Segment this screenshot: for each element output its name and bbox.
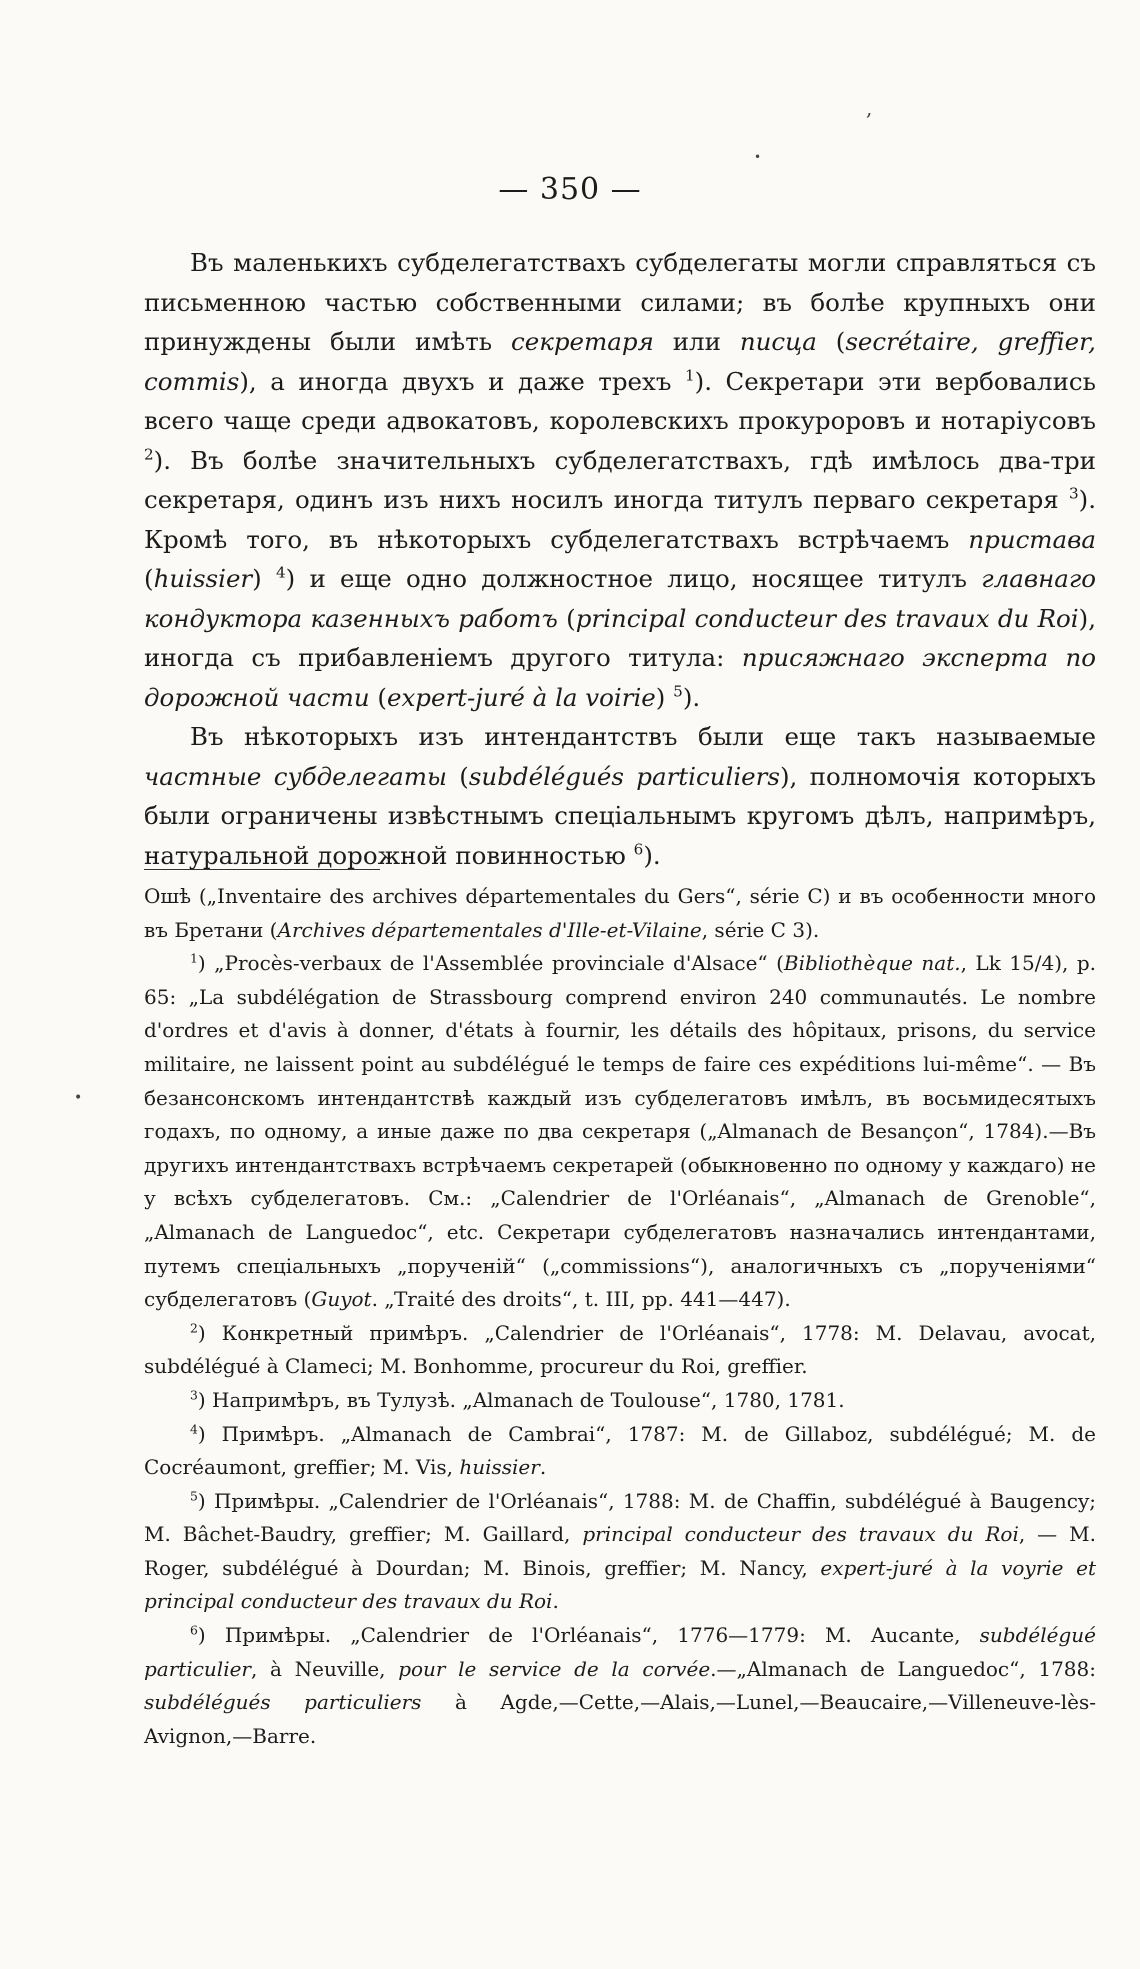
text-run: или bbox=[653, 327, 740, 356]
italic-run: пристава bbox=[968, 524, 1096, 554]
text-run: ( bbox=[816, 327, 846, 356]
footnote-3 bbox=[144, 1384, 1096, 1418]
italic-run: частные субделегаты bbox=[144, 761, 447, 791]
text-run: ) „Procès-verbaux de l'Assemblée provinciale d'Alsace“ ( bbox=[197, 951, 784, 976]
footnote-ref[interactable]: 5 bbox=[673, 682, 683, 701]
italic-run: expert-juré à la voirie bbox=[386, 682, 656, 712]
footnote-2 bbox=[144, 1317, 1096, 1384]
text-run: ). Секретари эти вербовались всего чаще среди адвокатовъ, королевскихъ прокуроровъ и нотаріусовъ bbox=[144, 366, 1096, 435]
italic-run: secrétaire, greffier, commis bbox=[144, 327, 1096, 396]
footnote-continuation bbox=[144, 880, 1096, 947]
footnote-ref[interactable]: 2 bbox=[144, 445, 154, 464]
footnote-number: 4 bbox=[190, 1420, 198, 1436]
footnote-4 bbox=[144, 1418, 1096, 1485]
footnote-ref[interactable]: 6 bbox=[633, 840, 644, 859]
italic-run: Guyot bbox=[311, 1287, 372, 1312]
text-run: ( bbox=[557, 603, 576, 633]
text-run: ), а иногда двухъ и даже трехъ bbox=[239, 366, 685, 396]
text-run: , série C 3). bbox=[701, 917, 820, 942]
italic-run: principal conducteur des travaux du Roi bbox=[582, 1522, 1019, 1547]
text-run: ( bbox=[369, 682, 387, 712]
text-run: ( bbox=[144, 564, 154, 593]
text-run: , à Neuville, bbox=[251, 1656, 399, 1681]
text-run: Въ нѣкоторыхъ изъ интендантствъ были еще такъ называемые bbox=[190, 722, 1096, 751]
paragraph-secretaries bbox=[144, 243, 1096, 717]
italic-run: subdélégué particulier bbox=[144, 1623, 1096, 1681]
text-run: ) Примѣры. „Calendrier de l'Orléanais“, 1776—1779: M. Aucante, bbox=[197, 1623, 980, 1648]
text-run: , Lk 15/4), p. 65: „La subdélégation de Strassbourg comprend environ 240 communautés. Le nombre d'ordres et d'avis à donner, d'états à fournir, les détails des hôpitaux, prisons, du service militaire, ne laissent point au subdélégué le temps de faire ces expéditions lui-même“. — Въ безансонскомъ интендантствѣ каждый изъ субделегатовъ имѣлъ, въ восьмидесятыхъ годахъ, по одному, а иные даже по два секретаря („Almanach de Besançon“, 1784).—Въ другихъ интендантствахъ встрѣчаемъ секретарей (обыкновенно по одному у каждаго) не у всѣхъ субделегатовъ. См.: „Calendrier de l'Orléanais“, „Almanach de Grenoble“, „Almanach de Languedoc“, etc. Секретари субделегатовъ назначались интендантами, путемъ спеціальныхъ „порученій“ („commissions“), аналогичныхъ съ „порученіями“ субделегатовъ ( bbox=[144, 951, 1097, 1312]
stray-dot-margin: • bbox=[74, 1090, 83, 1106]
footnote-1 bbox=[144, 947, 1096, 1317]
italic-run: pour le service de la corvée bbox=[398, 1656, 711, 1681]
italic-run: principal conducteur des travaux du Roi bbox=[575, 603, 1079, 633]
text-run: ). bbox=[682, 682, 701, 712]
text-run: . „Traité des droits“, t. III, pp. 441—447). bbox=[371, 1287, 791, 1312]
text-run: , — M. Roger, subdélégué à Dourdan; M. Binois, greffier; M. Nancy, bbox=[144, 1522, 1096, 1580]
footnote-number: 1 bbox=[190, 950, 198, 966]
footnotes bbox=[144, 880, 1096, 1753]
italic-run: присяжнаго эксперта по дорожной части bbox=[144, 643, 1096, 712]
text-run: ) Напримѣръ, въ Тулузѣ. „Almanach de Toulouse“, 1780, 1781. bbox=[197, 1387, 845, 1412]
italic-run: Bibliothèque nat. bbox=[783, 951, 961, 976]
text-run: Ошѣ („Inventaire des archives départementales du Gers“, série C) и въ особенности много въ Бретани ( bbox=[144, 884, 1096, 942]
italic-run: секретаря bbox=[511, 327, 654, 356]
italic-run: Archives départementales d'Ille-et-Vilaine bbox=[277, 917, 702, 942]
italic-run: expert-juré à la voyrie et principal conducteur des travaux du Roi bbox=[144, 1555, 1096, 1614]
footnote-ref[interactable]: 1 bbox=[684, 366, 695, 385]
text-run: ). bbox=[643, 840, 661, 870]
text-run: ), иногда съ прибавленіемъ другого титула: bbox=[144, 603, 1096, 672]
stray-dot-top: • bbox=[754, 150, 762, 164]
paragraph-particular-subdelegates bbox=[144, 717, 1096, 875]
footnote-ref[interactable]: 4 bbox=[275, 563, 286, 582]
stray-mark-top: , bbox=[866, 96, 873, 120]
italic-run: huissier bbox=[153, 564, 253, 593]
italic-run: главнаго кондуктора казенныхъ работъ bbox=[144, 564, 1096, 633]
italic-run: писца bbox=[739, 327, 817, 356]
italic-run: subdélégués particuliers bbox=[468, 761, 780, 791]
footnote-number: 2 bbox=[190, 1320, 198, 1336]
footnote-ref[interactable]: 3 bbox=[1068, 484, 1079, 503]
footnote-number: 3 bbox=[190, 1387, 198, 1403]
text-run: Въ маленькихъ субделегатствахъ субделегаты могли справляться съ письменною частью собственными силами; въ болѣе крупныхъ они принуждены были имѣть bbox=[144, 248, 1096, 356]
text-run: . bbox=[539, 1455, 547, 1480]
text-run: ) bbox=[655, 682, 674, 712]
footnote-6 bbox=[144, 1619, 1096, 1753]
page-number: — 350 — bbox=[498, 172, 642, 207]
footnote-number: 5 bbox=[190, 1488, 198, 1503]
text-run: ). Кромѣ того, въ нѣкоторыхъ субделегатствахъ встрѣчаемъ bbox=[144, 485, 1096, 554]
text-run: à Agde,—Cette,—Alais,—Lunel,—Beaucaire,—Villeneuve-lès-Avignon,—Barre. bbox=[144, 1690, 1096, 1748]
text-run: ). Въ болѣе значительныхъ субделегатствахъ, гдѣ имѣлось два-три секретаря, одинъ изъ нихъ носилъ иногда титулъ перваго секретаря bbox=[144, 445, 1096, 514]
text-run: ) Конкретный примѣръ. „Calendrier de l'Orléanais“, 1778: M. Delavau, avocat, subdélégué à Clamecі; M. Bonhomme, procureur du Roi, greffier. bbox=[144, 1320, 1096, 1379]
footnote-number: 6 bbox=[190, 1622, 198, 1638]
italic-run: huissier bbox=[459, 1455, 540, 1480]
italic-run: subdélégués particuliers bbox=[144, 1690, 422, 1715]
main-text bbox=[144, 243, 1096, 875]
footnote-divider bbox=[144, 869, 380, 870]
text-run: ), полномочія которыхъ были ограничены извѣстнымъ спеціальнымъ кругомъ дѣлъ, напримѣръ, натуральной дорожной повинностью bbox=[144, 761, 1096, 870]
text-run: ) Примѣры. „Calendrier de l'Orléanais“, 1788: M. de Chaffin, subdélégué à Baugency; M. Bâchet-Baudry, greffier; M. Gaillard, bbox=[144, 1488, 1096, 1547]
text-run: ) и еще одно должностное лицо, носящее титулъ bbox=[285, 564, 982, 593]
text-run: ) Примѣръ. „Almanach de Cambrai“, 1787: M. de Gillaboz, subdélégué; M. de Cocréaumont, greffier; M. Vis, bbox=[144, 1421, 1096, 1480]
text-run: ( bbox=[446, 761, 469, 791]
footnote-5 bbox=[144, 1485, 1096, 1619]
text-run: ) bbox=[252, 564, 276, 593]
text-run: .—„Almanach de Languedoc“, 1788: bbox=[710, 1656, 1096, 1681]
text-run: . bbox=[552, 1589, 559, 1614]
